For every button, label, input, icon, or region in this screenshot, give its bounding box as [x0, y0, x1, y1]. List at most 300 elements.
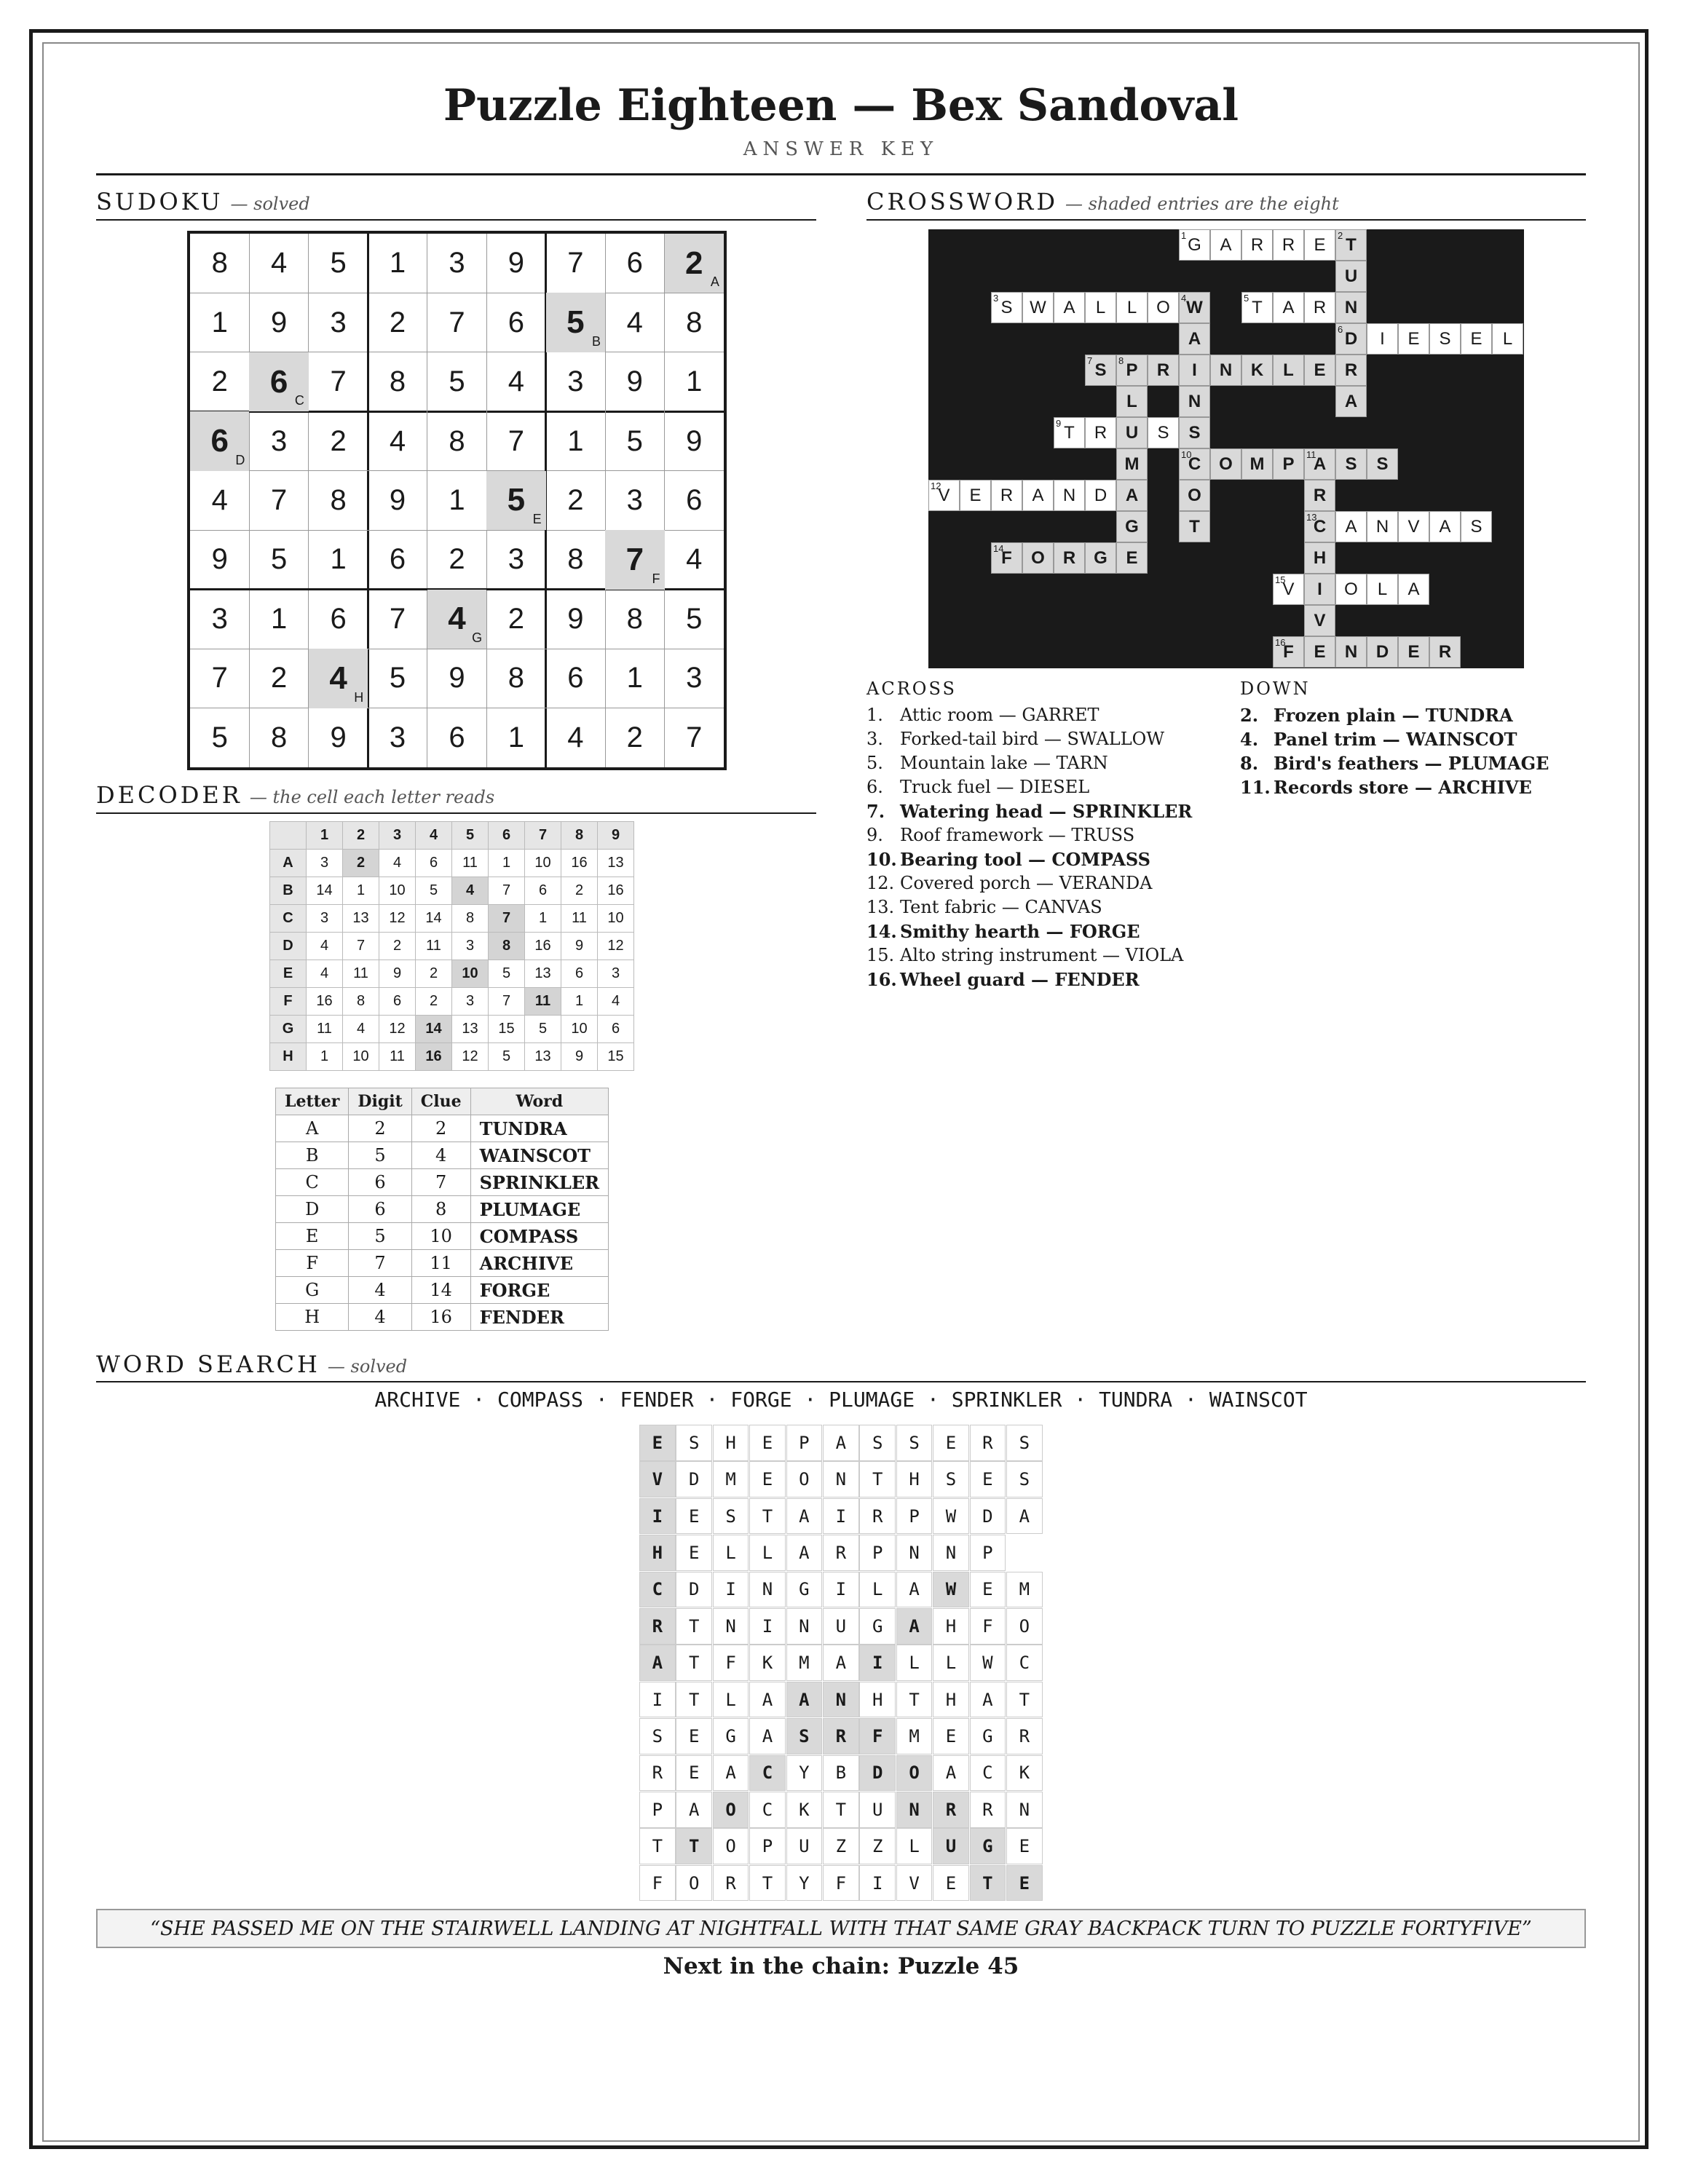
crossword-cell: G 1: [1179, 229, 1210, 261]
sudoku-cell: 8: [389, 365, 406, 398]
wordsearch-cell: G: [970, 1718, 1006, 1754]
sudoku-cell: 3: [686, 662, 703, 695]
sudoku-cell: 7: [567, 247, 584, 280]
crossword-cell: V 15: [1273, 574, 1304, 605]
decoder-column-header: 4: [416, 822, 452, 850]
wordsearch-cell: N: [786, 1608, 823, 1645]
wordsearch-cell-found: I: [639, 1498, 676, 1535]
wordsearch-cell-found: V: [639, 1461, 676, 1497]
wordsearch-cell: R: [859, 1498, 896, 1535]
decoder-cell: 11: [307, 1016, 343, 1043]
wordsearch-cell-found: G: [970, 1828, 1006, 1864]
wordsearch-cell: M: [713, 1461, 749, 1497]
crossword-cell-shaded: L: [1273, 355, 1304, 386]
decoder-cell: 2: [379, 933, 416, 960]
wordsearch-cell-found: O: [896, 1755, 933, 1792]
crossword-heading: [866, 188, 1339, 215]
clue-text: Alto string instrument — VIOLA: [900, 945, 1184, 965]
decoder-cell: 7: [489, 988, 525, 1016]
wordsearch-cell: M: [1006, 1572, 1043, 1608]
wordsearch-cell-found: C: [639, 1572, 676, 1608]
wordsearch-cell: T: [896, 1682, 933, 1718]
crossword-cell-shaded: A: [1335, 386, 1367, 417]
decoder-cell: 10: [598, 905, 634, 933]
wordsearch-cell-found: C: [749, 1755, 786, 1792]
clue-text: Bird's feathers — PLUMAGE: [1274, 753, 1549, 774]
decoder-cell: 13: [598, 850, 634, 877]
crossword-cell-shaded: S 7: [1085, 355, 1116, 386]
sudoku-cell: 4: [211, 483, 228, 516]
decoder-row: [270, 1016, 634, 1043]
page-title: Puzzle Eighteen — Bex Sandoval: [443, 80, 1239, 131]
decoder-heading-note: — the cell each letter reads: [249, 787, 495, 807]
key-cell: 7: [349, 1250, 411, 1277]
wordsearch-cell: R: [823, 1535, 859, 1571]
crossword-cell: A: [1054, 292, 1085, 323]
wordsearch-cell-found: O: [713, 1792, 749, 1828]
decoder-cell: 16: [525, 933, 561, 960]
crossword-clue-number: 7: [1087, 355, 1093, 366]
decoder-column-header: 5: [452, 822, 489, 850]
wordsearch-cell-found: R: [933, 1792, 969, 1828]
key-word: SPRINKLER: [470, 1169, 608, 1196]
sudoku-cell: 9: [508, 247, 525, 280]
sudoku-cell-highlighted: 4 G: [427, 590, 486, 649]
clue-text: Forked-tail bird — SWALLOW: [900, 729, 1165, 749]
decoder-cell: 10: [343, 1043, 379, 1071]
sudoku-cell: 6: [330, 602, 347, 635]
crossword-cell-shaded: I: [1179, 355, 1210, 386]
across-clues: [866, 703, 1192, 992]
wordsearch-cell: P: [859, 1535, 896, 1571]
decoder-cell: 1: [307, 1043, 343, 1071]
decoder-cell: 3: [452, 988, 489, 1016]
clue-text: Frozen plain — TUNDRA: [1274, 705, 1513, 726]
clue-text: Attic room — GARRET: [900, 705, 1099, 725]
decoder-row-label: F: [270, 988, 307, 1016]
wordsearch-cell: E: [749, 1425, 786, 1461]
wordsearch-heading-note: — solved: [327, 1356, 408, 1377]
crossword-cell-shaded: R: [1304, 480, 1335, 511]
crossword-cell: N: [1054, 480, 1085, 511]
decoder-header-row: [270, 822, 634, 850]
decoder-cell: 14: [307, 877, 343, 905]
wordsearch-cell: E: [933, 1425, 969, 1461]
key-cell: E: [276, 1223, 349, 1250]
crossword-cell-shaded: E: [1304, 355, 1335, 386]
crossword-cell: R: [1241, 229, 1273, 261]
wordsearch-heading-label: WORD SEARCH: [96, 1350, 320, 1378]
crossword-cell-shaded: A: [1116, 480, 1148, 511]
crossword-cell-shaded: K: [1241, 355, 1273, 386]
clue-item: [866, 727, 1192, 751]
wordsearch-cell: T: [749, 1498, 786, 1535]
crossword-cell: O: [1148, 292, 1179, 323]
wordsearch-cell: M: [896, 1718, 933, 1754]
sudoku-cell: 9: [567, 602, 584, 635]
wordsearch-cell: U: [859, 1792, 896, 1828]
decoder-cell: 10: [379, 877, 416, 905]
wordsearch-cell: D: [676, 1572, 712, 1608]
wordsearch-cell: A: [786, 1535, 823, 1571]
wordsearch-cell-found: E: [1006, 1865, 1043, 1902]
crossword-cell-shaded: N: [1335, 292, 1367, 323]
sudoku-cell-letter: A: [710, 274, 719, 290]
crossword-cell-shaded: O: [1210, 448, 1241, 480]
wordsearch-cell: S: [713, 1498, 749, 1535]
decoder-cell: 4: [598, 988, 634, 1016]
sudoku-cell: 1: [508, 721, 525, 753]
clue-number: 14.: [866, 921, 897, 942]
wordsearch-cell: I: [639, 1682, 676, 1718]
crossword-clue-number: 10: [1181, 449, 1192, 460]
sudoku-cell: 9: [271, 306, 288, 339]
page-subtitle: ANSWER KEY: [743, 138, 939, 160]
sudoku-cell: 2: [330, 424, 347, 457]
decoder-column-header: 9: [598, 822, 634, 850]
crossword-cell-shaded: P 8: [1116, 355, 1148, 386]
key-row: [276, 1223, 609, 1250]
clue-number: 15.: [866, 945, 895, 965]
sudoku-cell: 3: [449, 247, 465, 280]
clue-item: [866, 823, 1192, 847]
crossword-clue-number: 13: [1306, 512, 1317, 523]
key-cell: 2: [411, 1115, 470, 1142]
crossword-clue-number: 3: [993, 293, 999, 304]
decoder-cell: 15: [489, 1016, 525, 1043]
decoder-cell: 12: [379, 905, 416, 933]
wordsearch-cell: N: [713, 1608, 749, 1645]
sudoku-cell: 1: [626, 662, 643, 695]
crossword-cell: R: [1304, 292, 1335, 323]
crossword-cell-shaded: D: [1367, 636, 1398, 668]
clue-text: Mountain lake — TARN: [900, 753, 1108, 773]
sudoku-cell: 7: [508, 424, 525, 457]
crossword-cell-shaded: H: [1304, 542, 1335, 574]
clue-item: [866, 847, 1192, 871]
decoder-cell: 7: [343, 933, 379, 960]
clue-text: Panel trim — WAINSCOT: [1274, 729, 1517, 750]
decoder-cell: 4: [343, 1016, 379, 1043]
wordsearch-cell-found: N: [896, 1792, 933, 1828]
clue-text: Watering head — SPRINKLER: [900, 801, 1193, 822]
wordsearch-cell: R: [639, 1755, 676, 1792]
wordsearch-cell-found: T: [676, 1828, 712, 1864]
decoder-cell: 2: [561, 877, 598, 905]
wordsearch-cell: T: [676, 1645, 712, 1681]
decoder-row-label: E: [270, 960, 307, 988]
crossword-cell-shaded: N: [1210, 355, 1241, 386]
decoder-cell: 13: [525, 960, 561, 988]
sudoku-cell: 3: [271, 424, 288, 457]
wordsearch-cell: A: [786, 1498, 823, 1535]
sudoku-heading: [96, 188, 310, 215]
key-cell: 10: [411, 1223, 470, 1250]
wordsearch-cell: U: [786, 1828, 823, 1864]
decoder-row-label: G: [270, 1016, 307, 1043]
key-word: COMPASS: [470, 1223, 608, 1250]
wordsearch-cell: T: [859, 1461, 896, 1497]
wordsearch-cell: A: [1006, 1498, 1043, 1535]
crossword-clue-number: 15: [1275, 574, 1286, 585]
crossword-cell: R: [1273, 229, 1304, 261]
decoder-cell: 9: [561, 1043, 598, 1071]
clue-item: [866, 919, 1192, 943]
decoder-cell: 4: [307, 933, 343, 960]
crossword-cell: L: [1085, 292, 1116, 323]
clue-text: Records store — ARCHIVE: [1274, 777, 1532, 798]
wordsearch-cell: Y: [786, 1865, 823, 1902]
sudoku-cell: 9: [211, 543, 228, 576]
title-rule: [96, 173, 1586, 175]
key-row: [276, 1277, 609, 1304]
key-cell: A: [276, 1115, 349, 1142]
decoder-table: [269, 821, 634, 1071]
clue-text: Wheel guard — FENDER: [900, 969, 1140, 990]
crossword-cell-shaded: L: [1116, 386, 1148, 417]
decoder-cell: 8: [343, 988, 379, 1016]
sudoku-cell-highlighted: 2 A: [665, 234, 724, 293]
wordsearch-cell: S: [933, 1461, 969, 1497]
clue-number: 10.: [866, 849, 897, 870]
wordsearch-cell: K: [1006, 1755, 1043, 1792]
decoder-row: [270, 850, 634, 877]
crossword-cell-shaded: E: [1304, 636, 1335, 668]
decoder-column-header: 2: [343, 822, 379, 850]
sudoku-cell: 7: [330, 365, 347, 398]
across-heading: ACROSS: [866, 678, 957, 699]
sudoku-cell: 3: [330, 306, 347, 339]
wordsearch-cell: N: [823, 1461, 859, 1497]
wordsearch-cell: T: [676, 1682, 712, 1718]
key-cell: 4: [349, 1304, 411, 1331]
clue-item: [866, 703, 1192, 727]
wordsearch-cell: E: [1006, 1828, 1043, 1864]
sudoku-cell: 4: [626, 306, 643, 339]
sudoku-cell: 7: [271, 483, 288, 516]
sudoku-cell: 1: [271, 602, 288, 635]
wordsearch-cell: T: [676, 1608, 712, 1645]
sudoku-cell: 5: [211, 721, 228, 753]
crossword-cell-shaded: U: [1335, 261, 1367, 292]
wordsearch-cell: A: [896, 1572, 933, 1608]
decoder-cell: 16: [561, 850, 598, 877]
sudoku-cell-highlighted: 4 H: [309, 649, 368, 708]
crossword-cell: T 5: [1241, 292, 1273, 323]
decoder-cell: 11: [561, 905, 598, 933]
crossword-cell-shaded: F 14: [991, 542, 1022, 574]
sudoku-cell: 5: [626, 424, 643, 457]
wordsearch-cell: T: [639, 1828, 676, 1864]
clue-item: [1240, 703, 1549, 727]
wordsearch-cell: P: [749, 1828, 786, 1864]
sudoku-cell: 2: [449, 543, 465, 576]
decoder-cell: 1: [525, 905, 561, 933]
key-cell: 5: [349, 1142, 411, 1169]
decoder-cell: 6: [379, 988, 416, 1016]
sudoku-cell: 8: [211, 247, 228, 280]
key-cell: H: [276, 1304, 349, 1331]
wordsearch-cell: Y: [786, 1755, 823, 1792]
sudoku-cell: 4: [389, 424, 406, 457]
crossword-cell-shaded: M: [1241, 448, 1273, 480]
sudoku-heading-label: SUDOKU: [96, 188, 224, 215]
key-column-header: Word: [470, 1088, 608, 1115]
decoder-cell: 12: [379, 1016, 416, 1043]
wordsearch-cell-found: I: [859, 1645, 896, 1681]
decoder-corner-cell: [270, 822, 307, 850]
next-puzzle: Next in the chain: Puzzle 45: [663, 1953, 1019, 1979]
wordsearch-cell: I: [859, 1865, 896, 1902]
wordsearch-cell: A: [749, 1682, 786, 1718]
clue-text: Covered porch — VERANDA: [900, 873, 1153, 893]
wordsearch-cell-found: E: [639, 1425, 676, 1461]
wordsearch-cell-found: H: [639, 1535, 676, 1571]
sudoku-cell: 8: [271, 721, 288, 753]
decoder-cell: 13: [525, 1043, 561, 1071]
wordsearch-cell: D: [676, 1461, 712, 1497]
wordsearch-cell: I: [713, 1572, 749, 1608]
clue-text: Truck fuel — DIESEL: [900, 777, 1090, 797]
wordsearch-cell: P: [896, 1498, 933, 1535]
decoder-row: [270, 1043, 634, 1071]
crossword-cell: A: [1398, 574, 1429, 605]
clue-number: 8.: [1240, 753, 1259, 774]
crossword-cell-shaded: R: [1335, 355, 1367, 386]
wordsearch-cell: U: [823, 1608, 859, 1645]
crossword-cell-shaded: C 10: [1179, 448, 1210, 480]
wordsearch-cell: W: [933, 1498, 969, 1535]
crossword-cell: A: [1022, 480, 1054, 511]
crossword-grid: [928, 229, 1524, 668]
clue-item: [866, 968, 1192, 992]
decoder-cell: 11: [452, 850, 489, 877]
wordsearch-cell: P: [786, 1425, 823, 1461]
crossword-cell-shaded: N: [1179, 386, 1210, 417]
decoder-column-header: 8: [561, 822, 598, 850]
wordsearch-cell: Z: [823, 1828, 859, 1864]
wordsearch-cell: O: [786, 1461, 823, 1497]
wordsearch-cell: L: [933, 1645, 969, 1681]
sudoku-cell: 5: [330, 247, 347, 280]
decoder-cell: 16: [307, 988, 343, 1016]
sudoku-cell: 8: [626, 602, 643, 635]
decoder-cell-highlighted: 2: [343, 850, 379, 877]
crossword-cell-shaded: V: [1304, 605, 1335, 636]
sudoku-cell: 5: [389, 662, 406, 695]
decoder-cell: 3: [452, 933, 489, 960]
clue-item: [866, 943, 1192, 968]
crossword-rule: [866, 219, 1586, 221]
wordsearch-cell: S: [1006, 1425, 1043, 1461]
sudoku-cell: 6: [686, 483, 703, 516]
wordsearch-cell: R: [713, 1865, 749, 1902]
sudoku-cell: 7: [686, 721, 703, 753]
key-column-header: Letter: [276, 1088, 349, 1115]
decoder-row-label: A: [270, 850, 307, 877]
wordsearch-cell: O: [713, 1828, 749, 1864]
crossword-cell-shaded: R: [1429, 636, 1461, 668]
wordsearch-cell: H: [859, 1682, 896, 1718]
decoder-cell: 3: [307, 850, 343, 877]
decoder-cell: 5: [489, 960, 525, 988]
clue-number: 13.: [866, 897, 895, 917]
clue-item: [1240, 775, 1549, 799]
wordsearch-cell: C: [749, 1792, 786, 1828]
crossword-clue-number: 1: [1181, 230, 1187, 241]
sudoku-cell: 1: [449, 483, 465, 516]
wordsearch-cell: E: [676, 1535, 712, 1571]
sudoku-cell: 1: [686, 365, 703, 398]
sudoku-cell-highlighted: 6 C: [249, 352, 308, 411]
wordsearch-cell: G: [859, 1608, 896, 1645]
decoder-cell: 11: [343, 960, 379, 988]
wordsearch-cell-found: D: [859, 1755, 896, 1792]
wordsearch-cell: E: [749, 1461, 786, 1497]
key-cell: G: [276, 1277, 349, 1304]
decoder-cell: 3: [598, 960, 634, 988]
wordsearch-heading: [96, 1350, 407, 1378]
crossword-cell-shaded: N: [1335, 636, 1367, 668]
key-cell: 14: [411, 1277, 470, 1304]
wordsearch-cell: L: [713, 1682, 749, 1718]
crossword-clue-number: 8: [1118, 355, 1124, 366]
decoder-cell: 4: [379, 850, 416, 877]
wordsearch-cell-found: R: [823, 1718, 859, 1754]
decoder-cell: 1: [561, 988, 598, 1016]
decoder-cell: 6: [561, 960, 598, 988]
wordsearch-cell: A: [823, 1425, 859, 1461]
wordsearch-cell-found: A: [786, 1682, 823, 1718]
crossword-cell-shaded: W 4: [1179, 292, 1210, 323]
decoder-row: [270, 905, 634, 933]
sudoku-cell: 9: [686, 424, 703, 457]
clue-number: 5.: [866, 753, 883, 773]
sudoku-cell: 3: [626, 483, 643, 516]
decoder-row-label: B: [270, 877, 307, 905]
wordsearch-cell-found: T: [970, 1865, 1006, 1902]
crossword-clue-number: 5: [1244, 293, 1249, 304]
decoder-row-label: C: [270, 905, 307, 933]
sudoku-cell-highlighted: 5 B: [546, 293, 605, 352]
key-row: [276, 1142, 609, 1169]
clue-number: 2.: [1240, 705, 1259, 726]
wordsearch-cell: P: [970, 1535, 1006, 1571]
sudoku-cell: 8: [508, 662, 525, 695]
crossword-cell: A: [1429, 511, 1461, 542]
sudoku-cell-letter: G: [472, 630, 483, 646]
decoder-cell: 6: [598, 1016, 634, 1043]
decoder-cell: 15: [598, 1043, 634, 1071]
wordsearch-word-list: ARCHIVE · COMPASS · FENDER · FORGE · PLUMAGE · SPRINKLER · TUNDRA · WAINSCOT: [374, 1388, 1308, 1412]
key-row: [276, 1169, 609, 1196]
key-cell: 4: [349, 1277, 411, 1304]
decoder-column-header: 3: [379, 822, 416, 850]
sudoku-cell: 6: [567, 662, 584, 695]
wordsearch-cell: F: [639, 1865, 676, 1902]
sudoku-cell-letter: F: [652, 571, 660, 586]
sudoku-rule: [96, 219, 816, 221]
sudoku-cell: 5: [271, 543, 288, 576]
decoder-cell: 9: [379, 960, 416, 988]
decoder-cell: 8: [452, 905, 489, 933]
crossword-cell-shaded: U: [1116, 417, 1148, 448]
decoder-cell: 5: [525, 1016, 561, 1043]
wordsearch-cell: I: [823, 1572, 859, 1608]
crossword-cell-shaded: D 6: [1335, 323, 1367, 355]
crossword-cell-shaded: G: [1085, 542, 1116, 574]
crossword-cell: S: [1429, 323, 1461, 355]
